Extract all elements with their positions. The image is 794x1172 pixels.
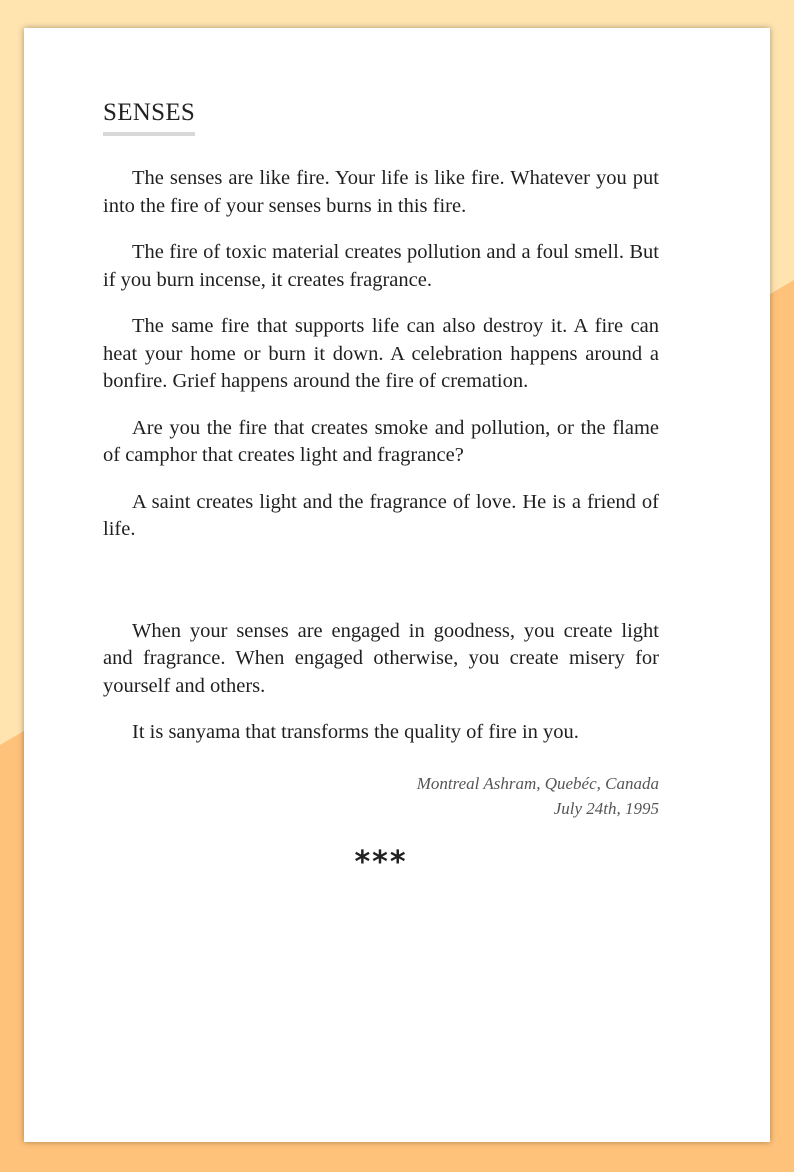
section-separator: *** bbox=[354, 844, 408, 880]
book-page bbox=[24, 28, 770, 1142]
paragraph-5: A saint creates light and the fragrance of love. He is a friend of life. bbox=[103, 490, 659, 540]
paragraph-2: The fire of toxic material creates pollution and a foul smell. But if you burn incense, it creates fragrance. bbox=[103, 241, 659, 291]
attribution-place: Montreal Ashram, Quebéc, Canada bbox=[416, 773, 659, 793]
attribution bbox=[103, 771, 659, 821]
page-title: SENSES bbox=[103, 98, 195, 136]
paragraph-3: The same fire that supports life can also destroy it. A fire can heat your home or burn it down. A celebration happens around a bonfire. Grief happens around the fire of cremation. bbox=[103, 315, 659, 392]
paragraph-1: The senses are like fire. Your life is like fire. Whatever you put into the fire of your senses burns in this fire. bbox=[103, 167, 659, 217]
page-content bbox=[103, 98, 659, 880]
paragraph-4: Are you the fire that creates smoke and pollution, or the flame of camphor that creates light and fragrance? bbox=[103, 416, 659, 466]
paragraph-7: It is sanyama that transforms the quality of fire in you. bbox=[132, 721, 579, 743]
paragraph-6: When your senses are engaged in goodness, you create light and fragrance. When engaged otherwise, you create misery for yourself and others. bbox=[103, 619, 659, 697]
attribution-date: July 24th, 1995 bbox=[553, 798, 659, 818]
